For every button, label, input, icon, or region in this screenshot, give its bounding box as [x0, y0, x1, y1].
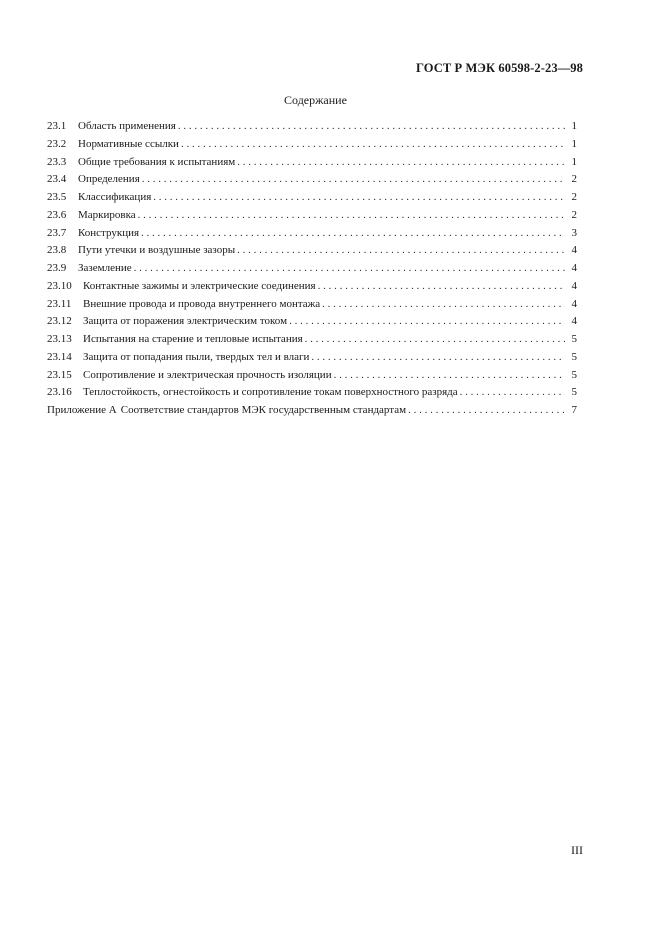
toc-entry-title: Пути утечки и воздушные зазоры: [78, 244, 236, 257]
toc-entry-23-11[interactable]: [47, 296, 577, 314]
toc-entry-number: 23.15: [47, 368, 72, 381]
toc-entry-page: 5: [571, 350, 577, 363]
toc-entry-title: Внешние провода и провода внутреннего монтажа: [83, 297, 321, 310]
toc-entry-page: 4: [571, 279, 577, 292]
toc-entry-title: Соответствие стандартов МЭК государственным стандартам: [120, 404, 407, 416]
toc-entry-23-10[interactable]: [47, 278, 577, 296]
toc-entry-title: Общие требования к испытаниям: [78, 155, 236, 168]
toc-entry-page: 7: [571, 404, 577, 416]
toc-entry-23-15[interactable]: [47, 367, 577, 385]
toc-entry-number: 23.9: [47, 262, 67, 274]
toc-entry-page: 1: [571, 137, 577, 150]
toc-title: Содержание: [284, 93, 347, 107]
dot-leader: [322, 296, 565, 314]
toc-entry-number: 23.11: [47, 297, 72, 310]
toc-entry-page: 2: [571, 191, 577, 203]
toc-entry-title: Теплостойкость, огнестойкость и сопротивление токам поверхностного разряда: [83, 386, 458, 399]
dot-leader: [141, 225, 565, 243]
toc-entry-23-12[interactable]: [47, 313, 577, 331]
dot-leader: [178, 118, 565, 136]
toc-entry-appendix-a[interactable]: [47, 402, 577, 420]
toc-entry-23-6[interactable]: [47, 207, 577, 225]
dot-leader: [138, 207, 565, 225]
toc-entry-number: 23.16: [47, 386, 72, 399]
toc-entry-number: 23.8: [47, 244, 67, 257]
toc-entry-page: 4: [571, 244, 577, 257]
toc-entry-page: 5: [571, 386, 577, 399]
toc-entry-23-8[interactable]: [47, 242, 577, 260]
toc-entry-23-9[interactable]: [47, 260, 577, 278]
toc-entry-title: Заземление: [78, 262, 132, 274]
toc-entry-23-3[interactable]: [47, 154, 577, 172]
dot-leader: [305, 331, 565, 349]
toc-entry-23-14[interactable]: [47, 349, 577, 367]
dot-leader: [153, 189, 565, 207]
toc-entry-page: 5: [571, 333, 577, 345]
toc-entry-number: 23.6: [47, 208, 67, 221]
dot-leader: [460, 384, 565, 402]
toc-entry-number: 23.4: [47, 173, 67, 186]
toc-entry-page: 1: [571, 155, 577, 168]
toc-entry-23-4[interactable]: [47, 171, 577, 189]
toc-entry-23-13[interactable]: [47, 331, 577, 349]
dot-leader: [311, 349, 565, 367]
page-number: III: [571, 843, 583, 857]
dot-leader: [318, 278, 565, 296]
toc-entry-number: 23.14: [47, 350, 72, 363]
dot-leader: [142, 171, 565, 189]
toc-entry-number: 23.1: [47, 120, 67, 132]
toc-entry-23-5[interactable]: [47, 189, 577, 207]
toc-entry-number: 23.10: [47, 279, 72, 292]
toc-entry-title: Маркировка: [78, 208, 136, 221]
toc-entry-number: 23.3: [47, 155, 67, 168]
table-of-contents: [47, 118, 577, 420]
toc-entry-page: 1: [571, 120, 577, 132]
dot-leader: [181, 136, 565, 154]
toc-entry-title: Область применения: [78, 120, 176, 132]
toc-entry-title: Защита от поражения электрическим током: [83, 315, 288, 328]
toc-entry-page: 2: [571, 208, 577, 221]
toc-entry-title: Сопротивление и электрическая прочность изоляции: [83, 368, 332, 381]
toc-entry-number: 23.13: [47, 333, 72, 345]
toc-entry-title: Испытания на старение и тепловые испытания: [83, 333, 303, 345]
toc-entry-number: 23.5: [47, 191, 67, 203]
toc-entry-page: 3: [571, 226, 577, 239]
toc-entry-number: 23.12: [47, 315, 72, 328]
toc-entry-number: 23.7: [47, 226, 67, 239]
dot-leader: [334, 367, 565, 385]
dot-leader: [134, 260, 565, 278]
toc-entry-23-16[interactable]: [47, 384, 577, 402]
toc-entry-title: Нормативные ссылки: [78, 137, 179, 150]
toc-entry-23-2[interactable]: [47, 136, 577, 154]
toc-entry-title: Защита от попадания пыли, твердых тел и влаги: [83, 350, 310, 363]
toc-entry-number: 23.2: [47, 137, 67, 150]
toc-entry-page: 2: [571, 173, 577, 186]
toc-entry-title: Контактные зажимы и электрические соединения: [83, 279, 316, 292]
toc-entry-23-1[interactable]: [47, 118, 577, 136]
toc-entry-page: 4: [571, 315, 577, 328]
document-code: ГОСТ Р МЭК 60598-2-23—98: [416, 61, 583, 75]
toc-entry-title: Определения: [78, 173, 140, 186]
toc-entry-title: Классификация: [78, 191, 152, 203]
dot-leader: [237, 242, 565, 260]
dot-leader: [408, 402, 565, 420]
dot-leader: [289, 313, 565, 331]
toc-entry-title: Конструкция: [78, 226, 140, 239]
toc-entry-23-7[interactable]: [47, 225, 577, 243]
toc-entry-page: 4: [571, 262, 577, 274]
toc-entry-page: 4: [571, 297, 577, 310]
toc-entry-number: Приложение А: [47, 404, 117, 416]
toc-entry-page: 5: [571, 368, 577, 381]
dot-leader: [237, 154, 565, 172]
